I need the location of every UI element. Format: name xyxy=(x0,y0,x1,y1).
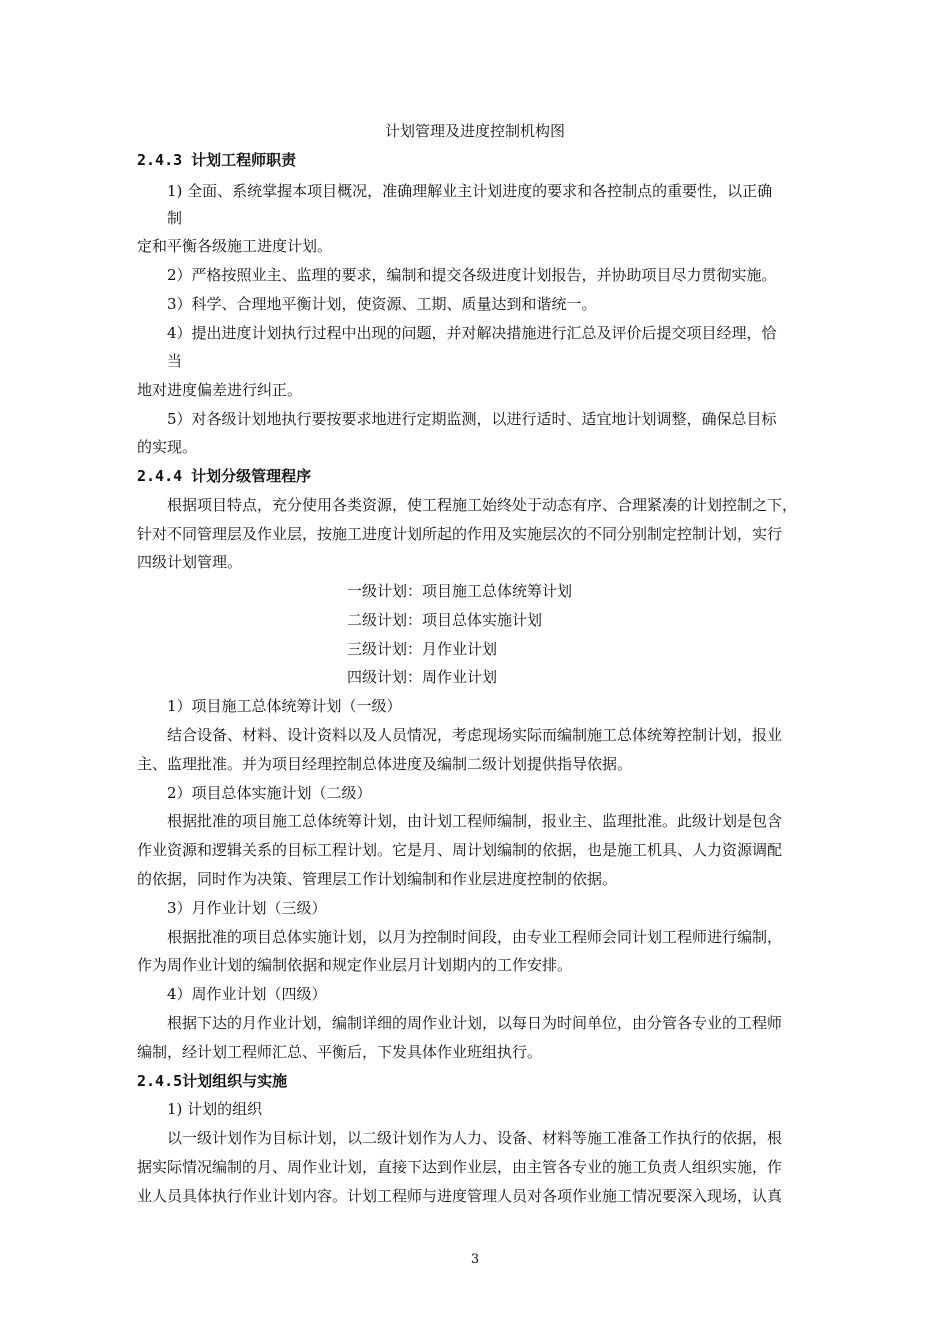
paragraph: 当 xyxy=(167,352,183,370)
paragraph: 作为周作业计划的编制依据和规定作业层月计划期内的工作安排。 xyxy=(137,956,573,974)
paragraph: 地对进度偏差进行纠正。 xyxy=(137,381,303,399)
paragraph: 主、监理批准。并为项目经理控制总体进度及编制二级计划提供指导依据。 xyxy=(137,755,633,773)
subheading: 4）周作业计划（四级） xyxy=(167,985,327,1003)
section-heading-2-4-5: 2.4.5计划组织与实施 xyxy=(137,1072,288,1090)
subheading: 1）项目施工总体统筹计划（一级） xyxy=(167,697,402,715)
paragraph: 5）对各级计划地执行要按要求地进行定期监测，以进行适时、适宜地计划调整，确保总目标 xyxy=(167,410,777,428)
paragraph: 业人员具体执行作业计划内容。计划工程师与进度管理人员对各项作业施工情况要深入现场，认真 xyxy=(137,1187,783,1205)
paragraph: 的依据，同时作为决策、管理层工作计划编制和作业层进度控制的依据。 xyxy=(137,870,618,888)
paragraph: 的实现。 xyxy=(137,438,198,456)
paragraph: 根据批准的项目施工总体统筹计划，由计划工程师编制，报业主、监理批准。此级计划是包含 xyxy=(167,812,783,830)
plan-level-item: 三级计划：月作业计划 xyxy=(347,640,498,658)
paragraph: 结合设备、材料、设计资料以及人员情况，考虑现场实际而编制施工总体统筹控制计划，报业 xyxy=(167,726,783,744)
paragraph: 3）科学、合理地平衡计划，使资源、工期、质量达到和谐统一。 xyxy=(167,295,597,313)
paragraph: 作业资源和逻辑关系的目标工程计划。它是月、周计划编制的依据，也是施工机具、人力资源调配 xyxy=(137,841,783,859)
paragraph: 根据批准的项目总体实施计划，以月为控制时间段，由专业工程师会同计划工程师进行编制， xyxy=(167,928,783,946)
section-heading-2-4-3: 2.4.3 计划工程师职责 xyxy=(137,151,297,169)
plan-level-item: 四级计划：周作业计划 xyxy=(347,668,498,686)
paragraph: 定和平衡各级施工进度计划。 xyxy=(137,237,333,255)
paragraph: 四级计划管理。 xyxy=(137,553,243,571)
paragraph: 以一级计划作为目标计划，以二级计划作为人力、设备、材料等施工准备工作执行的依据，根 xyxy=(167,1129,783,1147)
plan-level-item: 二级计划：项目总体实施计划 xyxy=(347,611,543,629)
subheading: 1) 计划的组织 xyxy=(167,1100,263,1118)
paragraph: 2）严格按照业主、监理的要求，编制和提交各级进度计划报告，并协助项目尽力贯彻实施。 xyxy=(167,266,777,284)
paragraph: 根据下达的月作业计划，编制详细的周作业计划，以每日为时间单位，由分管各专业的工程师 xyxy=(167,1014,783,1032)
plan-level-item: 一级计划：项目施工总体统筹计划 xyxy=(347,582,573,600)
subheading: 3）月作业计划（三级） xyxy=(167,899,327,917)
paragraph: 针对不同管理层及作业层，按施工进度计划所起的作用及实施层次的不同分别制定控制计划，实行 xyxy=(137,525,783,543)
paragraph: 根据项目特点，充分使用各类资源，使工程施工始终处于动态有序、合理紧凑的计划控制之下， xyxy=(167,496,798,514)
figure-caption: 计划管理及进度控制机构图 xyxy=(384,122,565,140)
paragraph: 据实际情况编制的月、周作业计划，直接下达到作业层，由主管各专业的施工负责人组织实施，作 xyxy=(137,1158,783,1176)
section-heading-2-4-4: 2.4.4 计划分级管理程序 xyxy=(137,467,312,485)
paragraph: 1) 全面、系统掌握本项目概况，准确理解业主计划进度的要求和各控制点的重要性，以正确 xyxy=(167,182,773,200)
paragraph: 编制，经计划工程师汇总、平衡后，下发具体作业班组执行。 xyxy=(137,1043,543,1061)
paragraph: 制 xyxy=(167,209,183,227)
paragraph: 4）提出进度计划执行过程中出现的问题，并对解决措施进行汇总及评价后提交项目经理，恰 xyxy=(167,324,777,342)
page-number: 3 xyxy=(470,1252,480,1267)
subheading: 2）项目总体实施计划（二级） xyxy=(167,784,372,802)
